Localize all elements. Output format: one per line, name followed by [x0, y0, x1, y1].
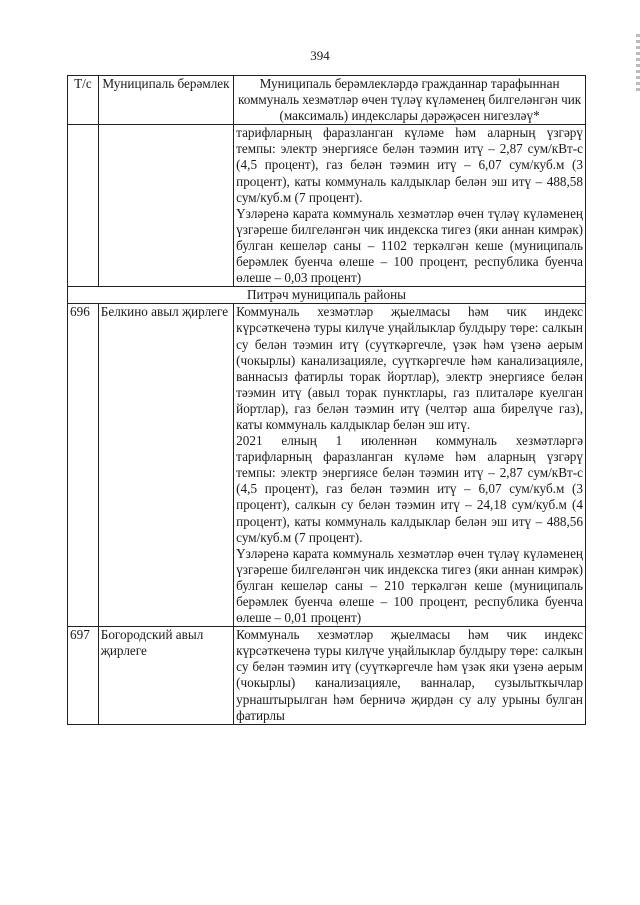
table-row	[68, 304, 586, 627]
header-justification: Муниципаль берәмлекләрдә гражданнар тарафыннан коммуналь хезмәтләр өчен түләү күләменең билгеләнгән чик (максималь) индекслары дәрәҗәсен нигезләү*	[234, 76, 586, 125]
row-municipality: Богородский авыл җирлеге	[98, 627, 233, 725]
row-municipality: Белкино авыл җирлеге	[98, 304, 233, 627]
page-number: 394	[310, 48, 330, 63]
paragraph: Коммуналь хезмәтләр җыелмасы һәм чик индекс күрсәткеченә туры килүче уңайлыклар булдыру төре: салкын су белән тәэмин итү (суүткәргечле һәм үзәк яки үзенә аерым (чокырлы) канализацияле, ванналар, сузылыткычлар урнаштырылган һәм берничә җирдән су алу урыны булган фатирлы	[236, 627, 583, 723]
paragraph: Үзләренә карата коммуналь хезмәтләр өчен түләү күләменең үзгәреше билгеләнгән чик индекска тигез (яки аннан кимрәк) булган кешеләр саны – 210 теркәлгән кеше (муниципаль берәмлек буенча өлеше – 100 процент, республика буенча өлеше – 0,01 процент)	[236, 545, 583, 626]
cell-justification	[234, 125, 586, 287]
header-number: Т/с	[68, 76, 99, 125]
paragraph: 2021 елның 1 июленнән коммуналь хезмәтләргә тарифларның фаразланган күләме һәм аларның үзгәрү темпы: электр энергиясе белән тәэмин итү – 2,87 сум/кВт-с (4,5 процент), газ белән тәэмин итү – 6,07 сум/куб.м (3 процент), салкын су белән тәэмин итү – 24,18 сум/куб.м (4 процент), каты коммуналь калдыклар белән эш итү – 488,56 сум/куб.м (7 процент).	[236, 433, 583, 545]
row-justification	[234, 304, 586, 627]
row-justification	[234, 627, 586, 725]
table-row	[68, 627, 586, 725]
paragraph: тарифларның фаразланган күләме һәм аларның үзгәрү темпы: электр энергиясе белән тәэмин итү – 2,87 сум/кВт-с (4,5 процент), газ белән тәэмин итү – 6,07 сум/куб.м (3 процент), каты коммуналь калдыклар белән эш итү – 488,58 сум/куб.м (7 процент).	[236, 125, 583, 205]
row-number: 697	[68, 627, 99, 725]
header-municipality: Муниципаль берәмлек	[98, 76, 233, 125]
cell-municipality	[98, 125, 233, 287]
scan-edge-mark	[636, 34, 640, 94]
district-name: Питрәч муниципаль районы	[68, 287, 586, 304]
table-header-row	[68, 76, 586, 125]
paragraph: Үзләренә карата коммуналь хезмәтләр өчен түләү күләменең үзгәреше билгеләнгән чик индекска тигез (яки аннан кимрәк) булган кешеләр саны – 1102 теркәлгән кеше (муниципаль берәмлек буенча өлеше – 100 процент, республика буенча өлеше – 0,03 процент)	[236, 205, 583, 286]
paragraph: Коммуналь хезмәтләр җыелмасы һәм чик индекс күрсәткеченә туры килүче уңайлыклар булдыру төре: салкын су белән тәэмин итү (суүткәргечле, үзәк һәм үзенә аерым (чокырлы) канализацияле, суүткәргечле һәм канализацияле, ваннасыз фатирлы торак йортлар), электр энергиясе белән тәэмин итү (авыл торак пунктлары, газ плиталәре куелган йортлар), газ белән тәэмин итү (челтәр аша бирелүче газ), каты коммуналь калдыклар белән эш итү.	[236, 304, 583, 432]
table-row-continuation	[68, 125, 586, 287]
cell-number	[68, 125, 99, 287]
tariff-index-table	[67, 75, 586, 725]
district-row	[68, 287, 586, 304]
row-number: 696	[68, 304, 99, 627]
